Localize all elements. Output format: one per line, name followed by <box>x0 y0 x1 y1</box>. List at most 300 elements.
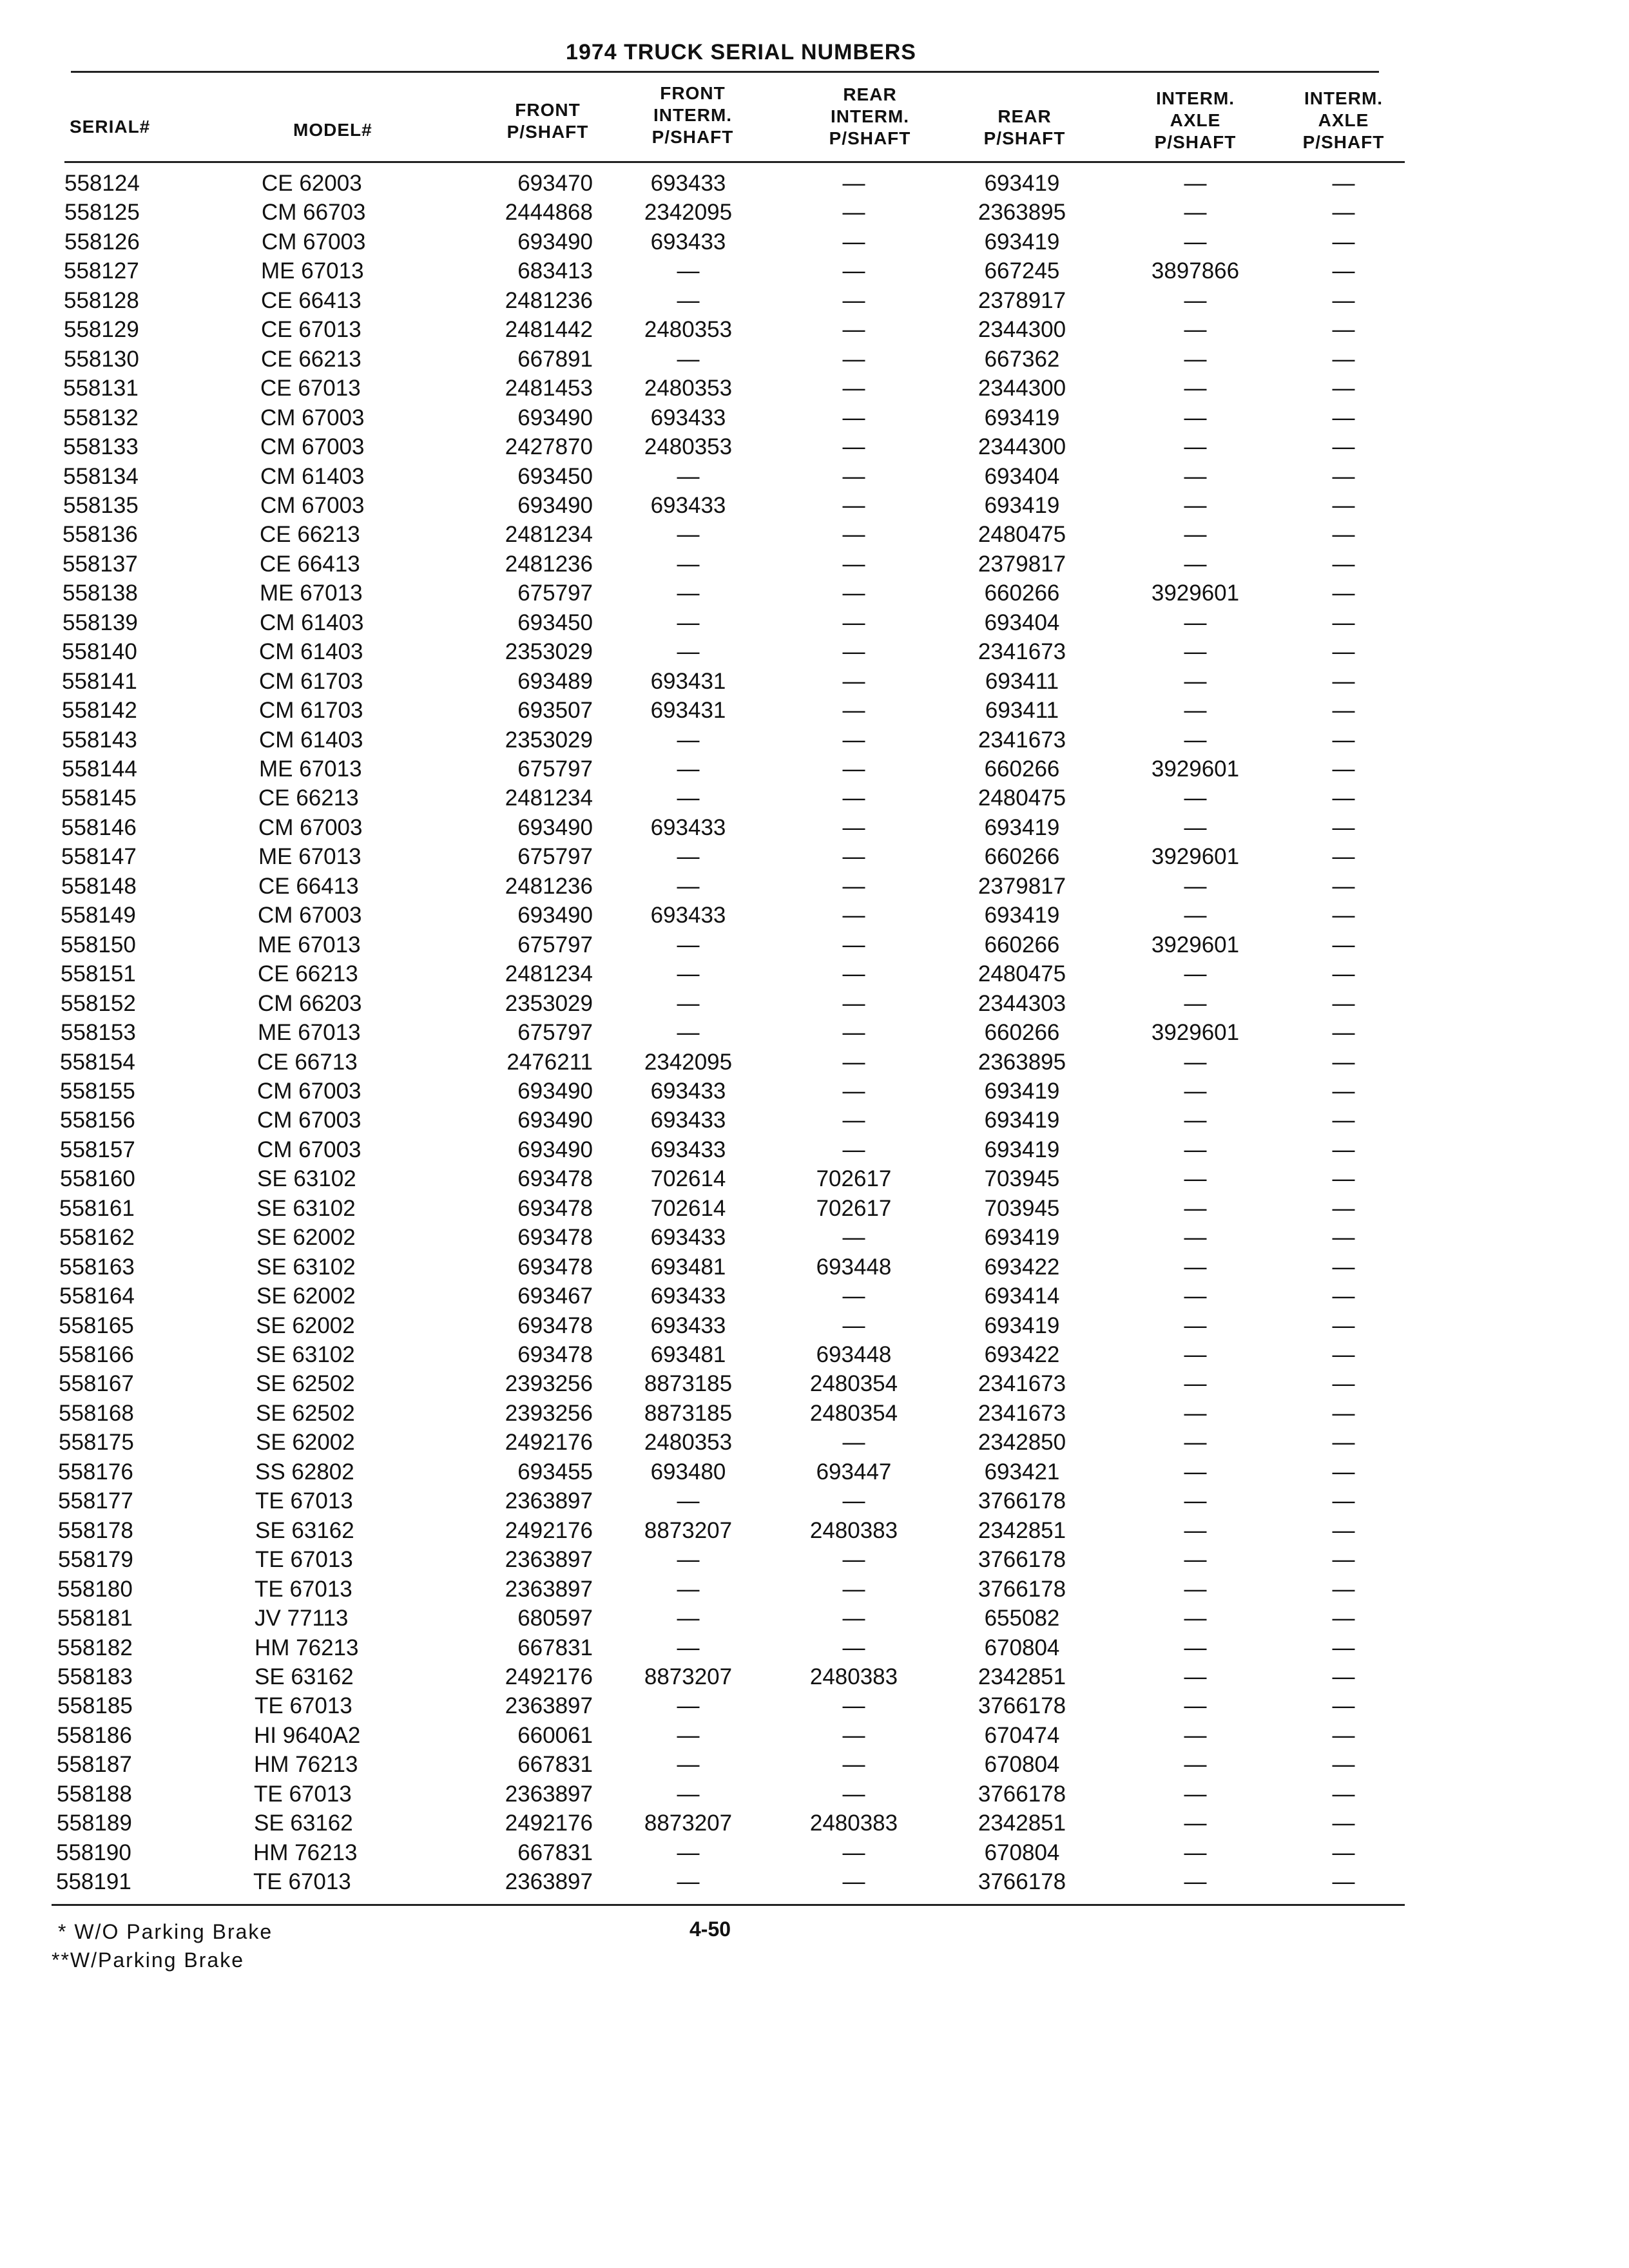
rear-interm-pshaft-cell: — <box>842 785 865 811</box>
rear-pshaft-cell: 670804 <box>984 1635 1060 1660</box>
serial-number-cell: 558185 <box>57 1693 133 1719</box>
model-number-cell: CE 62003 <box>262 171 362 196</box>
rear-interm-pshaft-cell: — <box>842 1781 865 1807</box>
interm-axle-pshaft-cell: 3929601 <box>1151 1020 1240 1046</box>
front-pshaft-cell: 667831 <box>517 1752 593 1778</box>
rear-pshaft-cell: 2378917 <box>978 287 1066 313</box>
table-row <box>0 579 1629 608</box>
front-interm-pshaft-cell: 693433 <box>650 1225 726 1251</box>
serial-number-cell: 558144 <box>62 756 137 782</box>
rear-pshaft-cell: 667362 <box>984 346 1060 372</box>
front-pshaft-cell: 693490 <box>517 405 593 430</box>
front-pshaft-cell: 675797 <box>517 932 593 957</box>
front-interm-pshaft-cell: — <box>677 287 700 313</box>
rear-pshaft-cell: 693419 <box>984 1108 1060 1133</box>
model-number-cell: ME 67013 <box>258 844 361 870</box>
front-interm-pshaft-cell: — <box>677 1576 700 1602</box>
header-interm-axle-line1: INTERM. <box>1155 88 1235 108</box>
front-interm-pshaft-cell: 2480353 <box>644 317 733 343</box>
table-row <box>0 1691 1629 1720</box>
interm-axle-pshaft-2-cell: — <box>1332 1576 1355 1602</box>
interm-axle-pshaft-cell: — <box>1184 1078 1207 1104</box>
table-row <box>0 520 1629 549</box>
rear-interm-pshaft-cell: — <box>842 814 865 840</box>
front-interm-pshaft-cell: 693481 <box>650 1254 726 1280</box>
serial-number-cell: 558129 <box>64 317 139 343</box>
interm-axle-pshaft-cell: — <box>1184 492 1207 518</box>
interm-axle-pshaft-cell: — <box>1184 1547 1207 1573</box>
header-rear-interm-line2: INTERM. <box>830 106 910 126</box>
front-interm-pshaft-cell: 693433 <box>650 1078 726 1104</box>
rear-interm-pshaft-cell: — <box>842 1576 865 1602</box>
header-rear-line2: P/SHAFT <box>983 128 1066 148</box>
front-pshaft-cell: 693450 <box>517 463 593 489</box>
rear-interm-pshaft-cell: — <box>842 610 865 635</box>
interm-axle-pshaft-2-cell: — <box>1332 1020 1355 1046</box>
interm-axle-pshaft-2-cell: — <box>1332 639 1355 665</box>
serial-number-cell: 558133 <box>63 434 139 460</box>
table-row <box>0 374 1629 403</box>
rear-interm-pshaft-cell: — <box>842 903 865 928</box>
rear-pshaft-cell: 693414 <box>984 1283 1060 1309</box>
table-row <box>0 432 1629 461</box>
model-number-cell: HM 76213 <box>255 1635 359 1660</box>
rear-interm-pshaft-cell: — <box>842 1312 865 1338</box>
interm-axle-pshaft-cell: — <box>1184 1137 1207 1162</box>
serial-number-cell: 558127 <box>64 258 139 284</box>
model-number-cell: ME 67013 <box>258 1020 361 1046</box>
rear-interm-pshaft-cell: 2480354 <box>809 1371 898 1397</box>
front-interm-pshaft-cell: 693433 <box>650 1312 726 1338</box>
table-row <box>0 1311 1629 1340</box>
rear-interm-pshaft-cell: — <box>842 873 865 899</box>
serial-number-cell: 558168 <box>59 1400 134 1426</box>
front-interm-pshaft-cell: — <box>677 522 700 548</box>
model-number-cell: CM 61403 <box>259 727 363 753</box>
model-number-cell: SE 63162 <box>255 1517 354 1543</box>
rear-interm-pshaft-cell: — <box>842 522 865 548</box>
table-row <box>0 1369 1629 1398</box>
front-pshaft-cell: 667891 <box>517 346 593 372</box>
interm-axle-pshaft-cell: — <box>1184 376 1207 401</box>
interm-axle-pshaft-2-cell: — <box>1332 405 1355 430</box>
front-pshaft-cell: 2481234 <box>505 522 593 548</box>
interm-axle-pshaft-cell: — <box>1184 1781 1207 1807</box>
header-interm-axle-2-line3: P/SHAFT <box>1302 132 1385 152</box>
front-pshaft-cell: 693490 <box>517 1108 593 1133</box>
serial-number-cell: 558166 <box>59 1342 134 1367</box>
header-model: MODEL# <box>293 120 372 140</box>
rear-pshaft-cell: 3766178 <box>978 1547 1066 1573</box>
table-row <box>0 198 1629 227</box>
interm-axle-pshaft-2-cell: — <box>1332 1781 1355 1807</box>
model-number-cell: CM 67003 <box>258 903 362 928</box>
front-interm-pshaft-cell: — <box>677 844 700 870</box>
table-row <box>0 227 1629 256</box>
front-interm-pshaft-cell: — <box>677 551 700 577</box>
front-pshaft-cell: 2363897 <box>505 1869 593 1895</box>
model-number-cell: ME 67013 <box>259 756 362 782</box>
rear-pshaft-cell: 693411 <box>985 698 1059 724</box>
header-front-line2: P/SHAFT <box>506 122 589 142</box>
serial-number-cell: 558183 <box>57 1664 133 1689</box>
model-number-cell: SE 63162 <box>255 1664 354 1689</box>
header-rear-line1: REAR <box>998 106 1052 126</box>
interm-axle-pshaft-2-cell: — <box>1332 287 1355 313</box>
rear-pshaft-cell: 693419 <box>984 1312 1060 1338</box>
front-pshaft-cell: 2353029 <box>505 990 593 1016</box>
interm-axle-pshaft-cell: — <box>1184 551 1207 577</box>
table-row <box>0 872 1629 901</box>
rear-interm-pshaft-cell: 2480383 <box>809 1811 898 1836</box>
table-row <box>0 842 1629 871</box>
front-interm-pshaft-cell: 8873185 <box>644 1400 733 1426</box>
table-row <box>0 1750 1629 1779</box>
rear-pshaft-cell: 660266 <box>984 844 1060 870</box>
front-interm-pshaft-cell: — <box>677 727 700 753</box>
rear-pshaft-cell: 693419 <box>984 1225 1060 1251</box>
rear-pshaft-cell: 3766178 <box>978 1869 1066 1895</box>
interm-axle-pshaft-2-cell: — <box>1332 1869 1355 1895</box>
interm-axle-pshaft-cell: — <box>1184 990 1207 1016</box>
front-pshaft-cell: 693490 <box>517 1137 593 1162</box>
front-pshaft-cell: 2481236 <box>505 551 593 577</box>
model-number-cell: HI 9640A2 <box>254 1722 361 1748</box>
table-row <box>0 1516 1629 1545</box>
rear-pshaft-cell: 693419 <box>984 492 1060 518</box>
front-pshaft-cell: 2481234 <box>505 961 593 987</box>
rear-interm-pshaft-cell: — <box>842 698 865 724</box>
interm-axle-pshaft-2-cell: — <box>1332 463 1355 489</box>
rear-interm-pshaft-cell: — <box>842 639 865 665</box>
front-pshaft-cell: 693478 <box>517 1342 593 1367</box>
rear-interm-pshaft-cell: — <box>842 961 865 987</box>
rear-interm-pshaft-cell: — <box>842 171 865 196</box>
rear-pshaft-cell: 660266 <box>984 932 1060 957</box>
serial-number-cell: 558186 <box>57 1722 132 1748</box>
front-pshaft-cell: 2353029 <box>505 727 593 753</box>
rear-pshaft-cell: 2342850 <box>978 1430 1066 1456</box>
rear-interm-pshaft-cell: — <box>842 229 865 255</box>
model-number-cell: HM 76213 <box>253 1840 358 1865</box>
serial-number-cell: 558157 <box>60 1137 135 1162</box>
rear-pshaft-cell: 660266 <box>984 581 1060 606</box>
interm-axle-pshaft-2-cell: — <box>1332 1195 1355 1221</box>
serial-number-cell: 558163 <box>59 1254 135 1280</box>
front-pshaft-cell: 693490 <box>517 1078 593 1104</box>
front-interm-pshaft-cell: — <box>677 1840 700 1865</box>
serial-number-cell: 558155 <box>60 1078 135 1104</box>
front-interm-pshaft-cell: — <box>677 1020 700 1046</box>
front-pshaft-cell: 675797 <box>517 756 593 782</box>
table-row <box>0 169 1629 198</box>
interm-axle-pshaft-cell: — <box>1184 1166 1207 1192</box>
front-interm-pshaft-cell: — <box>677 1693 700 1719</box>
rear-pshaft-cell: 660266 <box>984 756 1060 782</box>
rear-interm-pshaft-cell: — <box>842 1488 865 1514</box>
interm-axle-pshaft-2-cell: — <box>1332 1225 1355 1251</box>
front-interm-pshaft-cell: 693433 <box>650 814 726 840</box>
model-number-cell: SE 63102 <box>257 1166 356 1192</box>
model-number-cell: SE 62002 <box>256 1225 356 1251</box>
interm-axle-pshaft-cell: — <box>1184 1459 1207 1485</box>
rear-interm-pshaft-cell: — <box>842 1869 865 1895</box>
interm-axle-pshaft-2-cell: — <box>1332 1488 1355 1514</box>
front-pshaft-cell: 2444868 <box>505 200 593 226</box>
rear-pshaft-cell: 2344300 <box>978 376 1066 401</box>
rear-pshaft-cell: 2363895 <box>978 200 1066 226</box>
rear-interm-pshaft-cell: — <box>842 1635 865 1660</box>
interm-axle-pshaft-cell: — <box>1184 1195 1207 1221</box>
table-row <box>0 1194 1629 1223</box>
interm-axle-pshaft-cell: — <box>1184 1664 1207 1689</box>
serial-number-cell: 558126 <box>64 229 140 255</box>
interm-axle-pshaft-cell: 3929601 <box>1151 844 1240 870</box>
front-interm-pshaft-cell: — <box>677 639 700 665</box>
interm-axle-pshaft-2-cell: — <box>1332 434 1355 460</box>
model-number-cell: SS 62802 <box>255 1459 354 1485</box>
interm-axle-pshaft-2-cell: — <box>1332 1254 1355 1280</box>
rear-pshaft-cell: 693419 <box>984 171 1060 196</box>
rear-interm-pshaft-cell: — <box>842 376 865 401</box>
interm-axle-pshaft-cell: — <box>1184 698 1207 724</box>
serial-number-cell: 558160 <box>60 1166 135 1192</box>
model-number-cell: CM 66703 <box>262 200 366 226</box>
front-interm-pshaft-cell: 8873207 <box>644 1664 733 1689</box>
front-interm-pshaft-cell: — <box>677 961 700 987</box>
serial-number-cell: 558135 <box>63 492 139 518</box>
serial-number-cell: 558124 <box>64 171 140 196</box>
table-row <box>0 696 1629 725</box>
interm-axle-pshaft-2-cell: — <box>1332 551 1355 577</box>
interm-axle-pshaft-2-cell: — <box>1332 610 1355 635</box>
interm-axle-pshaft-cell: — <box>1184 1517 1207 1543</box>
table-row <box>0 1633 1629 1662</box>
rear-interm-pshaft-cell: 702617 <box>816 1166 892 1192</box>
interm-axle-pshaft-cell: — <box>1184 200 1207 226</box>
front-interm-pshaft-cell: 693433 <box>650 492 726 518</box>
front-interm-pshaft-cell: — <box>677 873 700 899</box>
front-interm-pshaft-cell: — <box>677 1606 700 1631</box>
serial-number-cell: 558146 <box>61 814 137 840</box>
front-interm-pshaft-cell: 693433 <box>650 1283 726 1309</box>
rear-interm-pshaft-cell: — <box>842 1547 865 1573</box>
model-number-cell: CM 67003 <box>260 492 365 518</box>
interm-axle-pshaft-cell: — <box>1184 668 1207 694</box>
serial-number-cell: 558179 <box>58 1547 133 1573</box>
table-row <box>0 1575 1629 1604</box>
interm-axle-pshaft-2-cell: — <box>1332 785 1355 811</box>
table-row <box>0 901 1629 930</box>
interm-axle-pshaft-2-cell: — <box>1332 1108 1355 1133</box>
interm-axle-pshaft-2-cell: — <box>1332 1752 1355 1778</box>
front-pshaft-cell: 675797 <box>517 581 593 606</box>
front-pshaft-cell: 675797 <box>517 844 593 870</box>
serial-number-cell: 558176 <box>58 1459 133 1485</box>
rear-pshaft-cell: 693404 <box>984 610 1060 635</box>
table-row <box>0 813 1629 842</box>
front-pshaft-cell: 2476211 <box>506 1049 593 1075</box>
interm-axle-pshaft-cell: — <box>1184 1400 1207 1426</box>
interm-axle-pshaft-cell: — <box>1184 903 1207 928</box>
serial-number-cell: 558134 <box>63 463 139 489</box>
rear-interm-pshaft-cell: — <box>842 844 865 870</box>
interm-axle-pshaft-cell: — <box>1184 1693 1207 1719</box>
serial-number-cell: 558136 <box>63 522 138 548</box>
front-pshaft-cell: 693470 <box>517 171 593 196</box>
table-row <box>0 989 1629 1018</box>
model-number-cell: CM 67003 <box>262 229 366 255</box>
rear-pshaft-cell: 693419 <box>984 405 1060 430</box>
table-row <box>0 1428 1629 1457</box>
interm-axle-pshaft-2-cell: — <box>1332 1547 1355 1573</box>
rear-interm-pshaft-cell: 693448 <box>816 1254 892 1280</box>
serial-number-cell: 558139 <box>63 610 138 635</box>
rear-pshaft-cell: 703945 <box>984 1195 1060 1221</box>
front-pshaft-cell: 2492176 <box>505 1517 593 1543</box>
model-number-cell: SE 63102 <box>256 1195 356 1221</box>
front-pshaft-cell: 2363897 <box>505 1781 593 1807</box>
model-number-cell: CM 67003 <box>260 434 365 460</box>
front-interm-pshaft-cell: 693433 <box>650 405 726 430</box>
interm-axle-pshaft-2-cell: — <box>1332 873 1355 899</box>
page-number: 4-50 <box>689 1917 731 1941</box>
interm-axle-pshaft-cell: — <box>1184 1283 1207 1309</box>
front-interm-pshaft-cell: — <box>677 1722 700 1748</box>
header-interm-axle-2-line2: AXLE <box>1318 110 1369 130</box>
rear-pshaft-cell: 2379817 <box>978 551 1066 577</box>
rear-pshaft-cell: 2344303 <box>978 990 1066 1016</box>
rear-interm-pshaft-cell: 693448 <box>816 1342 892 1367</box>
model-number-cell: HM 76213 <box>254 1752 358 1778</box>
serial-number-cell: 558162 <box>59 1225 135 1251</box>
front-pshaft-cell: 693450 <box>517 610 593 635</box>
interm-axle-pshaft-cell: — <box>1184 610 1207 635</box>
table-row <box>0 1867 1629 1896</box>
rear-interm-pshaft-cell: — <box>842 668 865 694</box>
interm-axle-pshaft-2-cell: — <box>1332 1342 1355 1367</box>
header-front-interm-line1: FRONT <box>660 83 726 103</box>
interm-axle-pshaft-2-cell: — <box>1332 1078 1355 1104</box>
front-pshaft-cell: 693478 <box>517 1312 593 1338</box>
interm-axle-pshaft-cell: — <box>1184 873 1207 899</box>
front-interm-pshaft-cell: 693433 <box>650 1137 726 1162</box>
interm-axle-pshaft-2-cell: — <box>1332 903 1355 928</box>
rear-interm-pshaft-cell: — <box>842 346 865 372</box>
serial-number-cell: 558148 <box>61 873 137 899</box>
rear-pshaft-cell: 2344300 <box>978 434 1066 460</box>
rear-pshaft-cell: 2341673 <box>978 1400 1066 1426</box>
front-interm-pshaft-cell: — <box>677 1547 700 1573</box>
model-number-cell: ME 67013 <box>261 258 364 284</box>
serial-number-cell: 558142 <box>62 698 137 724</box>
interm-axle-pshaft-2-cell: — <box>1332 1840 1355 1865</box>
front-interm-pshaft-cell: — <box>677 346 700 372</box>
table-row <box>0 1486 1629 1515</box>
interm-axle-pshaft-2-cell: — <box>1332 492 1355 518</box>
rear-interm-pshaft-cell: 2480383 <box>809 1664 898 1689</box>
front-pshaft-cell: 693490 <box>517 492 593 518</box>
interm-axle-pshaft-2-cell: — <box>1332 756 1355 782</box>
serial-number-cell: 558141 <box>62 668 137 694</box>
model-number-cell: SE 62502 <box>256 1371 355 1397</box>
header-interm-axle-2-line1: INTERM. <box>1304 88 1383 108</box>
interm-axle-pshaft-2-cell: — <box>1332 1664 1355 1689</box>
table-bottom-rule <box>52 1904 1405 1906</box>
interm-axle-pshaft-2-cell: — <box>1332 1722 1355 1748</box>
table-row <box>0 550 1629 579</box>
rear-pshaft-cell: 2341673 <box>978 639 1066 665</box>
front-interm-pshaft-cell: 693433 <box>650 171 726 196</box>
interm-axle-pshaft-2-cell: — <box>1332 522 1355 548</box>
table-row <box>0 256 1629 285</box>
interm-axle-pshaft-cell: — <box>1184 1576 1207 1602</box>
rear-interm-pshaft-cell: — <box>842 990 865 1016</box>
table-row <box>0 491 1629 520</box>
front-pshaft-cell: 693490 <box>517 903 593 928</box>
interm-axle-pshaft-2-cell: — <box>1332 1693 1355 1719</box>
model-number-cell: JV 77113 <box>255 1606 349 1631</box>
table-row <box>0 1282 1629 1311</box>
front-pshaft-cell: 693467 <box>517 1283 593 1309</box>
rear-interm-pshaft-cell: — <box>842 1020 865 1046</box>
front-interm-pshaft-cell: 8873185 <box>644 1371 733 1397</box>
interm-axle-pshaft-cell: — <box>1184 1722 1207 1748</box>
front-interm-pshaft-cell: 2480353 <box>644 376 733 401</box>
interm-axle-pshaft-2-cell: — <box>1332 1459 1355 1485</box>
serial-number-cell: 558178 <box>58 1517 133 1543</box>
interm-axle-pshaft-cell: — <box>1184 1254 1207 1280</box>
rear-interm-pshaft-cell: — <box>842 200 865 226</box>
front-interm-pshaft-cell: 702614 <box>650 1195 726 1221</box>
table-row <box>0 1780 1629 1809</box>
serial-number-cell: 558151 <box>61 961 136 987</box>
header-front-interm-line2: INTERM. <box>653 105 733 125</box>
rear-pshaft-cell: 2342851 <box>978 1517 1066 1543</box>
front-interm-pshaft-cell: — <box>677 1488 700 1514</box>
interm-axle-pshaft-2-cell: — <box>1332 1400 1355 1426</box>
header-interm-axle-line3: P/SHAFT <box>1154 132 1237 152</box>
header-interm-axle-line2: AXLE <box>1170 110 1221 130</box>
rear-pshaft-cell: 3766178 <box>978 1781 1066 1807</box>
model-number-cell: CM 61703 <box>259 698 363 724</box>
model-number-cell: CE 67013 <box>260 376 361 401</box>
serial-number-cell: 558152 <box>61 990 136 1016</box>
front-pshaft-cell: 2492176 <box>505 1811 593 1836</box>
rear-interm-pshaft-cell: — <box>842 1430 865 1456</box>
rear-interm-pshaft-cell: 702617 <box>816 1195 892 1221</box>
front-interm-pshaft-cell: — <box>677 1635 700 1660</box>
interm-axle-pshaft-2-cell: — <box>1332 1049 1355 1075</box>
model-number-cell: SE 63162 <box>254 1811 353 1836</box>
rear-pshaft-cell: 693419 <box>984 1078 1060 1104</box>
front-interm-pshaft-cell: 8873207 <box>644 1811 733 1836</box>
model-number-cell: CE 67013 <box>261 317 361 343</box>
rear-interm-pshaft-cell: — <box>842 1137 865 1162</box>
rear-pshaft-cell: 2341673 <box>978 1371 1066 1397</box>
serial-number-cell: 558182 <box>57 1635 133 1660</box>
front-pshaft-cell: 2481442 <box>505 317 593 343</box>
front-interm-pshaft-cell: 693433 <box>650 903 726 928</box>
front-interm-pshaft-cell: 693433 <box>650 229 726 255</box>
model-number-cell: CM 67003 <box>258 814 363 840</box>
interm-axle-pshaft-2-cell: — <box>1332 727 1355 753</box>
serial-number-cell: 558131 <box>63 376 139 401</box>
model-number-cell: CE 66413 <box>261 287 361 313</box>
interm-axle-pshaft-2-cell: — <box>1332 171 1355 196</box>
table-row <box>0 1604 1629 1633</box>
serial-number-cell: 558143 <box>62 727 137 753</box>
